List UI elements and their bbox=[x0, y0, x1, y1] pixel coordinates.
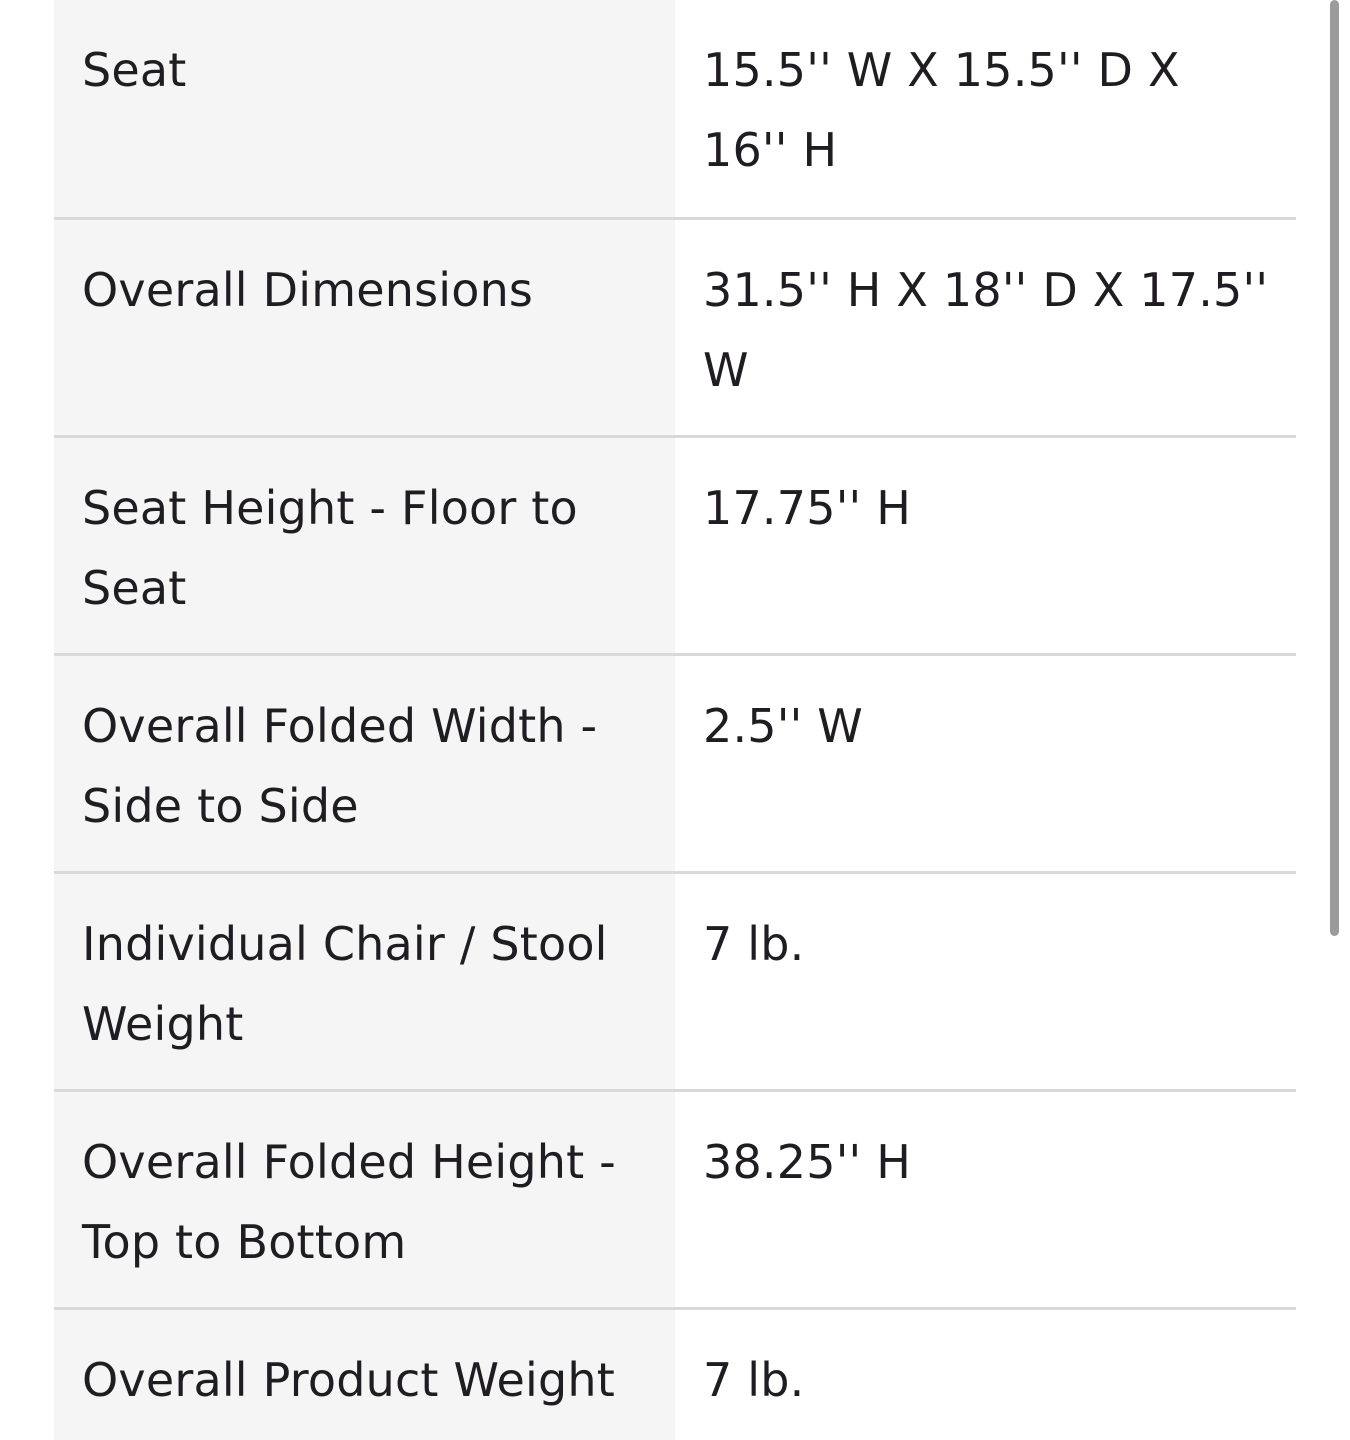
spec-value: 15.5'' W X 15.5'' D X 16'' H bbox=[675, 0, 1296, 218]
spec-row-seat-height bbox=[54, 436, 1296, 654]
spec-row-overall-dimensions bbox=[54, 218, 1296, 436]
spec-value: 31.5'' H X 18'' D X 17.5'' W bbox=[675, 218, 1296, 436]
spec-label: Individual Chair / Stool Weight bbox=[54, 872, 675, 1090]
spec-label: Overall Dimensions bbox=[54, 218, 675, 436]
scrollbar-thumb[interactable] bbox=[1330, 0, 1339, 936]
scrollbar-track[interactable] bbox=[1328, 0, 1340, 1440]
specifications-table bbox=[54, 0, 1296, 1440]
spec-label: Seat bbox=[54, 0, 675, 218]
spec-row-product-weight bbox=[54, 1308, 1296, 1440]
spec-row-seat bbox=[54, 0, 1296, 218]
spec-value: 2.5'' W bbox=[675, 654, 1296, 872]
spec-value: 7 lb. bbox=[675, 872, 1296, 1090]
spec-label: Overall Product Weight bbox=[54, 1308, 675, 1440]
spec-value: 38.25'' H bbox=[675, 1090, 1296, 1308]
spec-label: Overall Folded Height - Top to Bottom bbox=[54, 1090, 675, 1308]
spec-row-chair-weight bbox=[54, 872, 1296, 1090]
spec-value: 17.75'' H bbox=[675, 436, 1296, 654]
spec-label: Overall Folded Width - Side to Side bbox=[54, 654, 675, 872]
spec-row-folded-width bbox=[54, 654, 1296, 872]
spec-value: 7 lb. bbox=[675, 1308, 1296, 1440]
spec-label: Seat Height - Floor to Seat bbox=[54, 436, 675, 654]
spec-row-folded-height bbox=[54, 1090, 1296, 1308]
